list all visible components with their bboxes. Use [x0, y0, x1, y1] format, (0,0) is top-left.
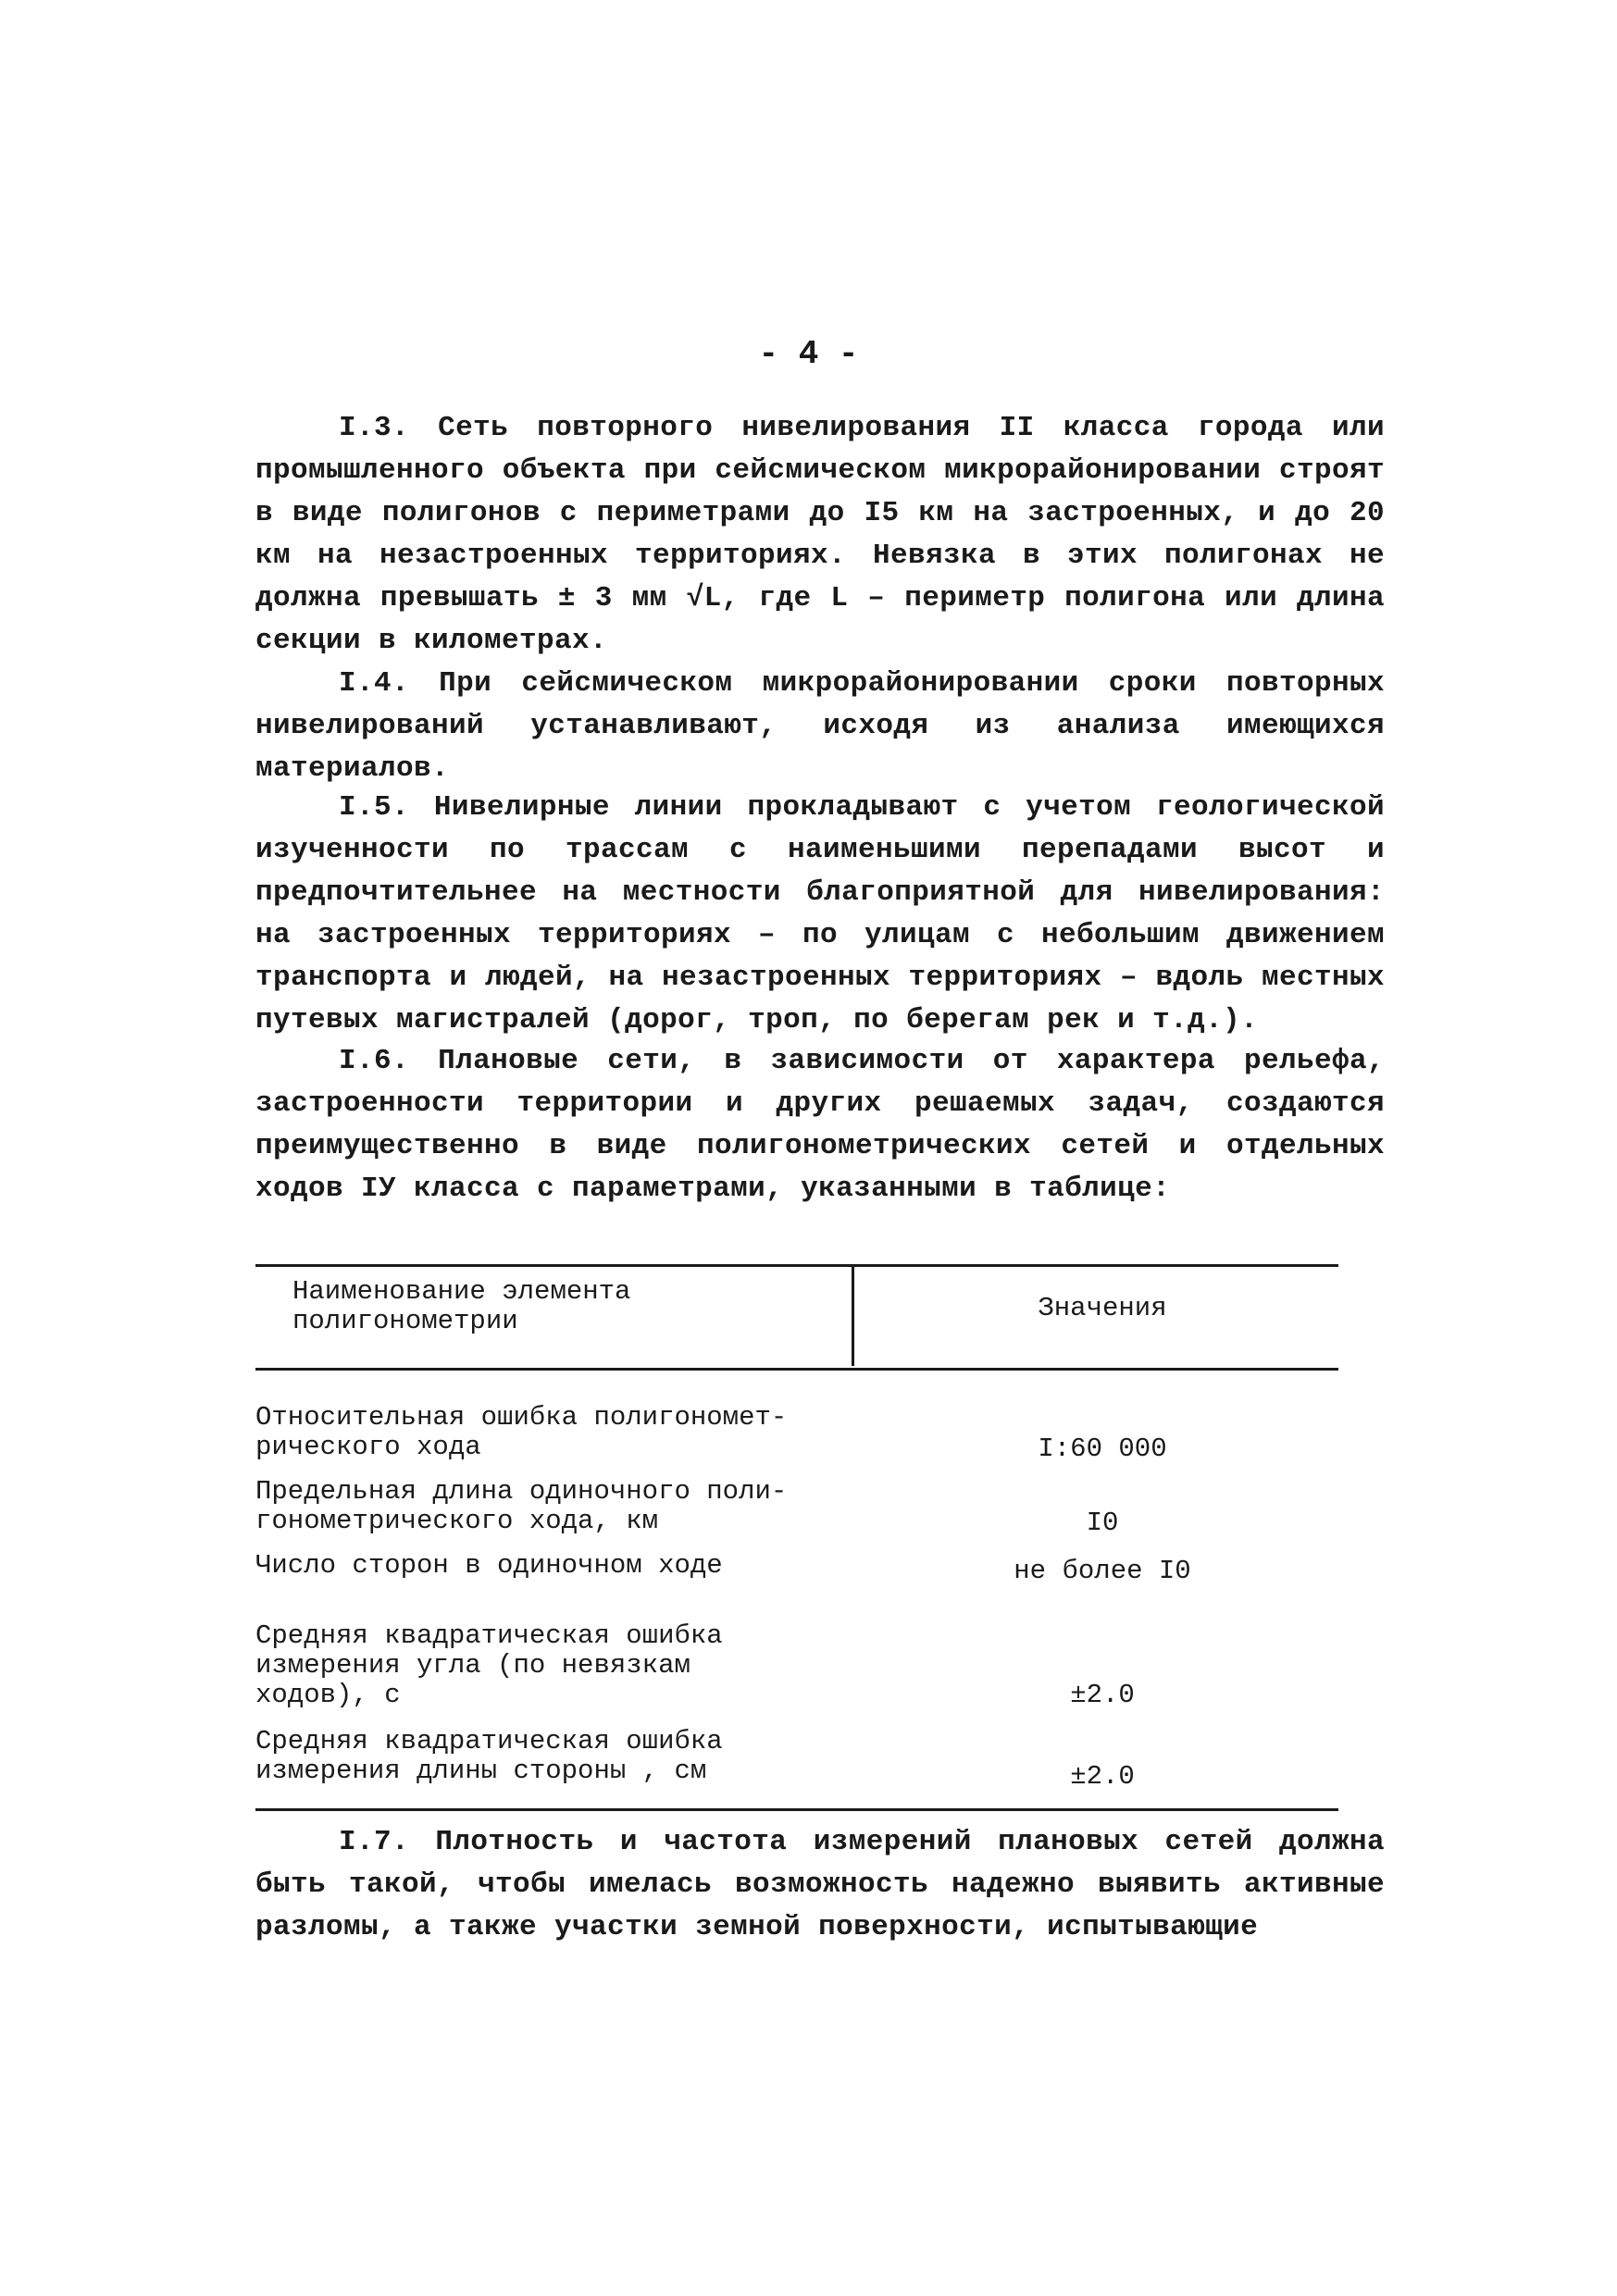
- table-cell-name: Средняя квадратическая ошибка измерения длины стороны , см: [255, 1726, 723, 1786]
- table-bottom-rule: [255, 1808, 1338, 1811]
- table-cell-name: Относительная ошибка полигономет- рического хода: [255, 1402, 788, 1462]
- table-cell-value: ±2.0: [1070, 1761, 1135, 1792]
- paragraph-1-6-text: I.6. Плановые сети, в зависимости от характера рельефа, застроенности территории и других решаемых задач, создаются преимущественно в виде полигонометрических сетей и отдельных ходов IУ класса с параметрами, указанными в таблице:: [255, 1045, 1385, 1205]
- table-cell-value: I0: [1086, 1508, 1119, 1538]
- paragraph-1-4: [255, 663, 1385, 800]
- paragraph-1-4-text: I.4. При сейсмическом микрорайонировании сроки повторных нивелирований устанавливают, исходя из анализа имеющихся материалов.: [255, 667, 1385, 785]
- table-cell-name: Предельная длина одиночного поли- гонометрического хода, км: [255, 1476, 788, 1536]
- paragraph-1-6: [255, 1040, 1385, 1220]
- table-cell-name: Число сторон в одиночном ходе: [255, 1550, 723, 1581]
- table-header-value: Значения: [1038, 1293, 1167, 1323]
- paragraph-1-7: [255, 1821, 1385, 1958]
- paragraph-1-5: [255, 787, 1385, 1051]
- table-cell-value: ±2.0: [1070, 1680, 1135, 1710]
- page-number: - 4 -: [758, 335, 859, 373]
- table-header-name: Наименование элемента полигонометрии: [292, 1276, 631, 1336]
- table-cell-name: Средняя квадратическая ошибка измерения угла (по невязкам ходов), с: [255, 1620, 723, 1710]
- table-header-rule: [255, 1368, 1338, 1371]
- paragraph-1-3-text: I.3. Сеть повторного нивелирования II класса города или промышленного объекта при сейсмическом микрорайонировании строят в виде полигонов с периметрами до I5 км на застроенных, и до 20 км на незастроенных территориях. Невязка в этих полигонах не должна превышать ± 3 мм √L, где L – периметр полигона или длина секции в километрах.: [255, 412, 1385, 657]
- paragraph-1-3: [255, 407, 1385, 672]
- paragraph-1-5-text: I.5. Нивелирные линии прокладывают с учетом геологической изученности по трассам с наименьшими перепадами высот и предпочтительнее на местности благоприятной для нивелирования: на застроенных территориях – по улицам с небольшим движением транспорта и людей, на незастроенных территориях – вдоль местных путевых магистралей (дорог, троп, по берегам рек и т.д.).: [255, 791, 1385, 1036]
- table-top-rule: [255, 1264, 1338, 1267]
- table-cell-value: не более I0: [1014, 1556, 1191, 1586]
- table-header-divider: [852, 1266, 854, 1366]
- table-cell-value: I:60 000: [1038, 1433, 1167, 1464]
- paragraph-1-7-text: I.7. Плотность и частота измерений плановых сетей должна быть такой, чтобы имелась возможность надежно выявить активные разломы, а также участки земной поверхности, испытывающие: [255, 1826, 1385, 1943]
